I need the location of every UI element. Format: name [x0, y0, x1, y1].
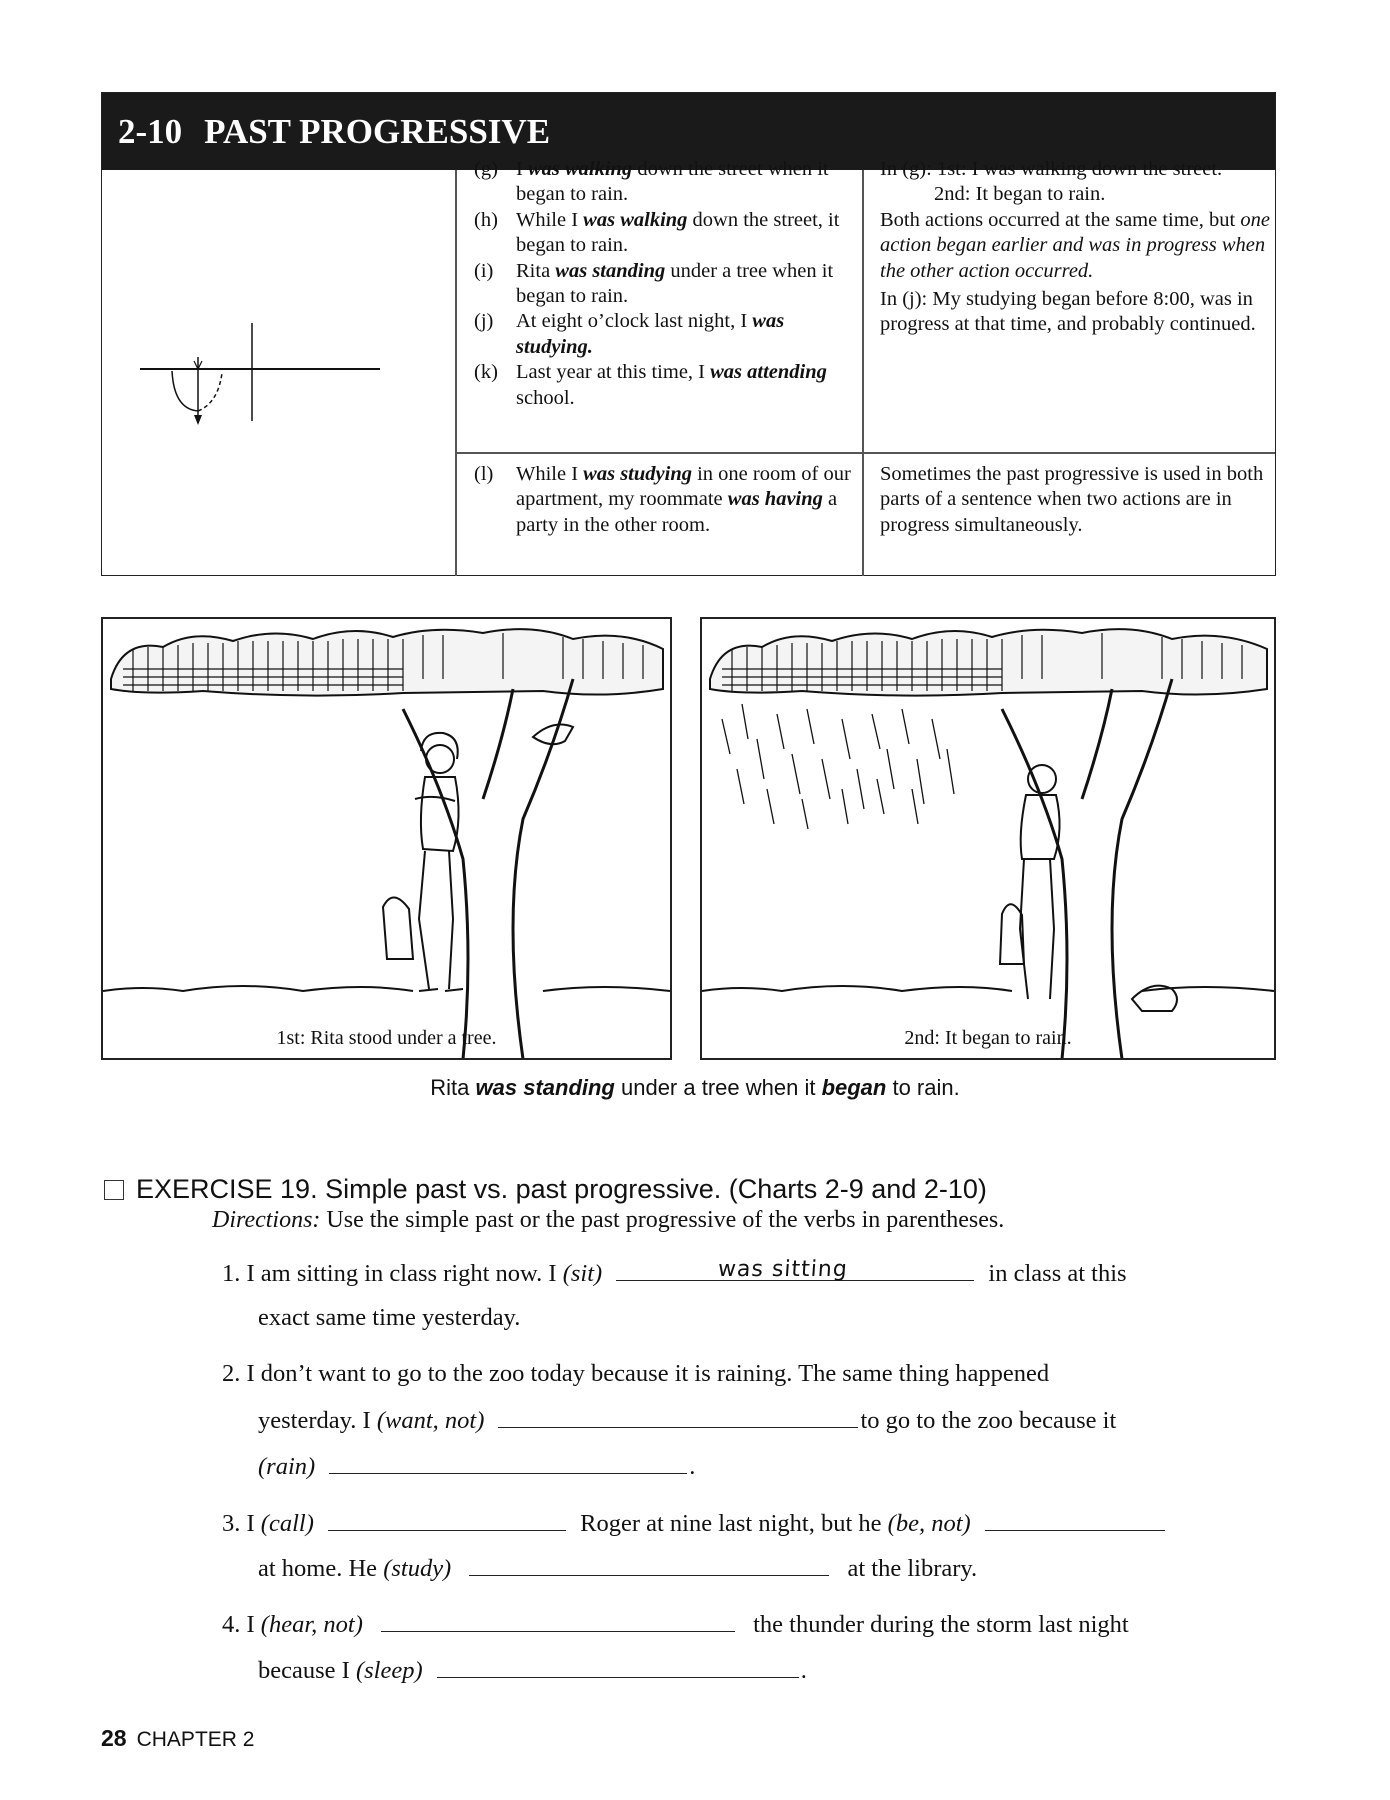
explanation-second: 2nd: It began to rain. — [934, 183, 1106, 206]
explanation-l: Sometimes the past progressive is used in both parts of a sentence when two actions are in progress simultaneously. — [880, 463, 1264, 536]
left-illustration-caption: 1st: Rita stood under a tree. — [276, 1027, 497, 1049]
example-i — [474, 259, 854, 310]
example-h — [474, 208, 854, 259]
example-label: (g) — [474, 158, 498, 180]
example-label: (k) — [474, 361, 498, 384]
item-text: exact same time yesterday. — [258, 1304, 521, 1331]
item-text: to go to the zoo because it — [860, 1407, 1117, 1434]
chart-title: PAST PROGRESSIVE — [204, 112, 551, 151]
illustration-sentence — [0, 1075, 1390, 1101]
directions-text: Use the simple past or the past progressive of the verbs in parentheses. — [320, 1207, 1005, 1233]
example-text: I — [516, 158, 528, 180]
item-text: I am sitting in class right now. I — [246, 1260, 563, 1287]
answer-blank[interactable] — [329, 1451, 687, 1474]
exercise-title-text: EXERCISE 19. Simple past vs. past progressive. (Charts 2-9 and 2-10) — [136, 1174, 987, 1204]
exercise-item-4 — [222, 1609, 1129, 1639]
example-text: At eight o’clock last night, I — [516, 310, 753, 333]
example-text: While I — [516, 208, 584, 231]
item-text: Roger at nine last night, but he — [580, 1510, 888, 1537]
example-verb: was walking — [583, 208, 688, 231]
exercise-title — [104, 1174, 987, 1205]
sentence-text: Rita — [430, 1075, 476, 1100]
row-divider — [455, 452, 1275, 454]
explanation-g-to-k — [880, 157, 1272, 338]
exercise-item-3-line-2 — [258, 1553, 977, 1583]
chart-number: 2-10 — [118, 112, 183, 151]
item-verb: (study) — [383, 1555, 452, 1582]
example-verb: was having — [727, 488, 823, 511]
right-illustration-caption: 2nd: It began to rain. — [904, 1027, 1072, 1049]
explanation-italic: one action began earlier and was in progress when the other action occurred. — [880, 208, 1270, 282]
page-number: 28 — [101, 1725, 127, 1751]
exercise-item-2-line-3 — [258, 1451, 695, 1481]
illustration-rita-under-tree — [101, 617, 672, 1060]
answer-blank[interactable] — [985, 1508, 1165, 1531]
example-verb: was studying. — [516, 310, 785, 358]
example-l — [474, 462, 854, 538]
item-verb: (call) — [260, 1510, 314, 1537]
item-number: 3. — [222, 1510, 241, 1537]
exercise-checkbox[interactable] — [104, 1180, 124, 1200]
answer-blank[interactable] — [469, 1553, 829, 1576]
exercise-item-3 — [222, 1508, 1173, 1538]
grammar-chart — [101, 92, 1276, 576]
example-verb: was standing — [555, 259, 666, 282]
example-verb: was attending — [710, 361, 827, 384]
example-k — [474, 360, 854, 411]
column-divider — [455, 170, 457, 576]
exercise-item-4-line-2 — [258, 1655, 807, 1685]
example-text: down the street when it began to rain. — [516, 158, 829, 206]
item-text: at home. He — [258, 1555, 384, 1582]
column-divider — [862, 170, 864, 576]
item-number: 4. — [222, 1611, 241, 1638]
example-text: school. — [516, 386, 575, 409]
answer-blank[interactable] — [437, 1655, 799, 1678]
item-verb: (sit) — [562, 1260, 603, 1287]
sentence-verb: began — [821, 1075, 887, 1100]
item-number: 1. — [222, 1260, 241, 1287]
rain-lines — [722, 704, 954, 829]
answer-blank[interactable] — [616, 1258, 974, 1281]
answer-blank[interactable] — [328, 1508, 566, 1531]
explanation-intro: In (g): — [880, 158, 932, 180]
examples-g-to-k — [474, 157, 854, 411]
item-text: because I — [258, 1657, 356, 1684]
item-verb: (rain) — [258, 1453, 316, 1480]
item-text: I don’t want to go to the zoo today because it is raining. The same thing happened — [246, 1360, 1050, 1387]
example-text: a party in the other room. — [516, 488, 838, 536]
example-verb: was studying — [583, 463, 692, 485]
example-verb: was walking — [527, 158, 633, 180]
example-text: While I — [516, 463, 584, 485]
sentence-text: to rain. — [886, 1075, 960, 1100]
item-text: at the library. — [847, 1555, 978, 1582]
answer-blank[interactable] — [498, 1405, 858, 1428]
example-label: (j) — [474, 310, 494, 333]
illustration-began-to-rain — [700, 617, 1276, 1060]
item-text: . — [689, 1453, 696, 1480]
item-verb: (hear, not) — [260, 1611, 363, 1638]
example-label: (i) — [474, 259, 494, 282]
tree-illustration-icon — [103, 619, 670, 1058]
item-text: I — [246, 1611, 261, 1638]
sentence-verb: was standing — [475, 1075, 615, 1100]
explanation-text: Both actions occurred at the same time, but — [880, 208, 1241, 231]
item-text: I — [246, 1510, 261, 1537]
example-text: in one room of our apartment, my roommate — [516, 463, 851, 511]
exercise-item-1 — [222, 1258, 1127, 1288]
explanation-first: 1st: I was walking down the street. — [936, 158, 1223, 180]
example-label: (l) — [474, 463, 494, 485]
example-text: down the street, it began to rain. — [516, 208, 840, 257]
item-text: the thunder during the storm last night — [753, 1611, 1129, 1638]
exercise-directions — [212, 1207, 1004, 1234]
answer-blank[interactable] — [381, 1609, 735, 1632]
page-footer — [101, 1725, 254, 1752]
example-text: Rita — [516, 259, 556, 282]
item-text: in class at this — [988, 1260, 1127, 1287]
rain-tree-illustration-icon — [702, 619, 1274, 1058]
item-verb: (want, not) — [376, 1407, 485, 1434]
exercise-item-2 — [222, 1360, 1049, 1388]
example-label: (h) — [474, 208, 498, 231]
item-text: yesterday. I — [258, 1407, 377, 1434]
chapter-label: CHAPTER 2 — [136, 1728, 255, 1751]
timeline-diagram-icon — [130, 313, 380, 433]
explanation-j-note: In (j): My studying began before 8:00, was in progress at that time, and probably continued. — [880, 288, 1256, 336]
example-text: under a tree when it began to rain. — [516, 259, 834, 308]
handwritten-answer: was sitting — [717, 1257, 849, 1282]
sentence-text: under a tree when it — [614, 1075, 822, 1100]
directions-label: Directions: — [212, 1207, 321, 1233]
example-text: Last year at this time, I — [516, 361, 711, 384]
item-text: . — [800, 1657, 807, 1684]
item-verb: (sleep) — [355, 1657, 423, 1684]
item-verb: (be, not) — [887, 1510, 971, 1537]
example-j — [474, 309, 854, 360]
exercise-item-2-line-2 — [258, 1405, 1116, 1435]
item-number: 2. — [222, 1360, 241, 1387]
example-g — [474, 157, 854, 208]
